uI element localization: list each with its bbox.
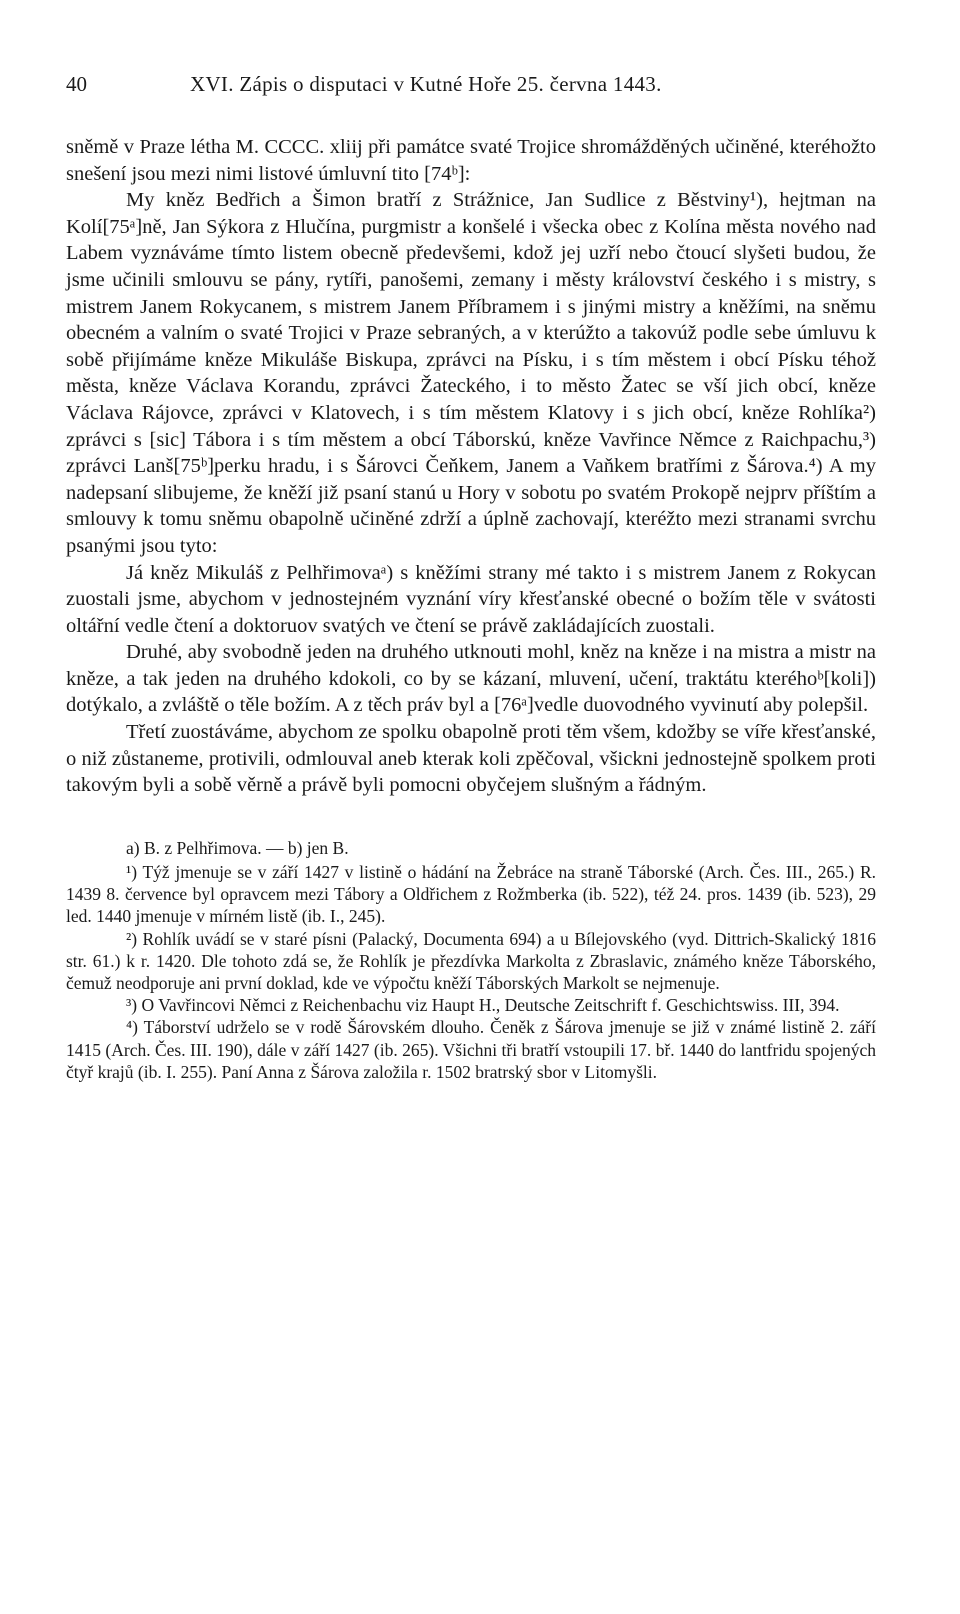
footnotes bbox=[66, 837, 876, 1083]
page-number: 40 bbox=[66, 72, 87, 96]
paragraph: Třetí zuostáváme, abychom ze spolku obapolně proti těm všem, kdožby se víře křesťanské, o niž zůstaneme, protivili, odmlouval aneb kterak koli zpěčoval, všickni jednostejně spolkem proti takovým byli a sobě věrně a právě byli pomocni obyčejem slušným a řádným. bbox=[66, 721, 876, 797]
paragraph: My kněz Bedřich a Šimon bratří z Strážnice, Jan Sudlice z Běstviny¹), hejtman na Kolí[75ᵃ]ně, Jan Sýkora z Hlučína, purgmistr a konšelé i všecka obec z Kolína města nového nad Labem vyznáváme tímto listem obecně předevšemi, kdož jej uzří nebo čtoucí slyšeti budou, že jsme učinili smlouvu se pány, rytíři, panošemi, zemany i městy království českého i s mistry, s mistrem Janem Rokycanem, s mistrem Janem Příbramem i s jinými mistry a kněžími, na sněmu obecném a valním o svaté Trojici v Praze sebraných, a v kterúžto a takovúž podle sebe úmluvu k sobě přijímáme kněze Mikuláše Biskupa, zprávci na Písku, i s tím městem i obcí Písku téhož města, kněze Václava Korandu, zprávci Žateckého, i to město Žatec se vší jich obcí, kněze Václava Rájovce, zprávci v Klatovech, i s tím městem Klatovy i s jich obcí, kněze Rohlíka²) zprávci s [sic] Tábora i s tím městem a obcí Táborskú, kněze Vavřince Němce z Raichpachu,³) zprávci Lanš[75ᵇ]perku hradu, i s Šárovci Čeňkem, Janem a Vaňkem bratřími z Šárova.⁴) A my nadepsaní slibujeme, že kněží již psaní stanú u Hory v sobotu po svatém Prokopě nejprv příštím a smlouvy k tomu sněmu obapolně učiněné zdrží a úplně zachovají, kteréžto mezi stranami svrchu psanými jsou tyto: bbox=[66, 189, 876, 557]
paragraph: Já kněz Mikuláš z Pelhřimovaᵃ) s kněžími strany mé takto i s mistrem Janem z Rokycan zuostali jsme, abychom v jednostejném vyznání víry křesťanské obecné o božím těle v svátosti oltářní vedle čtení a doktoruov svatých ve čtení se právě zakládajících zuostali. bbox=[66, 561, 876, 637]
paragraph: Druhé, aby svobodně jeden na druhého utknouti mohl, kněz na kněze i na mistra a mistr na kněze, a tak jeden na druhého kdokoli, co by se kázaní, mluvení, učení, traktátu kteréhoᵇ[koli]) dotýkalo, a zvláště o těle božím. A z těch práv byl a [76ᵃ]vedle duovodného vyvinutí aby polepšil. bbox=[66, 641, 876, 717]
page-header bbox=[66, 72, 876, 102]
footnote: ¹) Týž jmenuje se v září 1427 v listině o hádání na Žebráce na straně Táborské (Arch. Čes. III., 265.) R. 1439 8. července byl opravcem mezi Tábory a Oldřichem z Rožmberka (ib. 522), též 24. pros. 1439 (ib. 523), 29 led. 1440 jmenuje v mírném listě (ib. I., 245). bbox=[66, 862, 876, 927]
document-page bbox=[66, 72, 876, 1083]
running-title: XVI. Zápis o disputaci v Kutné Hoře 25. června 1443. bbox=[190, 72, 662, 96]
main-text bbox=[66, 134, 876, 799]
paragraph: sněmě v Praze létha M. CCCC. xliij při památce svaté Trojice shromážděných učiněné, kteréhožto snešení jsou mezi nimi listové úmluvní tito [74ᵇ]: bbox=[66, 136, 876, 185]
footnote: ²) Rohlík uvádí se v staré písni (Palacký, Documenta 694) a u Bílejovského (vyd. Dittrich-Skalický 1816 str. 61.) k r. 1420. Dle tohoto zdá se, že Rohlík je přezdívka Markolta z Zbraslavic, známého kněze Táborského, čemuž neodporuje ani první doklad, kde ve výpočtu kněží Táborských Markolt se nejmenuje. bbox=[66, 928, 876, 994]
footnote: ⁴) Táborství udrželo se v rodě Šárovském dlouho. Čeněk z Šárova jmenuje se již v známé listině 2. září 1415 (Arch. Čes. III. 190), dále v září 1427 (ib. 265). Všichni tři bratří vstoupili 17. bř. 1440 do lantfridu spojených čtyř krajů (ib. I. 255). Paní Anna z Šárova založila r. 1502 bratrský sbor v Litomyšli. bbox=[66, 1017, 876, 1082]
footnote: ³) O Vavřincovi Němci z Reichenbachu viz Haupt H., Deutsche Zeitschrift f. Geschichtswiss. III, 394. bbox=[126, 995, 840, 1016]
variant-notes: a) B. z Pelhřimova. — b) jen B. bbox=[126, 837, 349, 858]
